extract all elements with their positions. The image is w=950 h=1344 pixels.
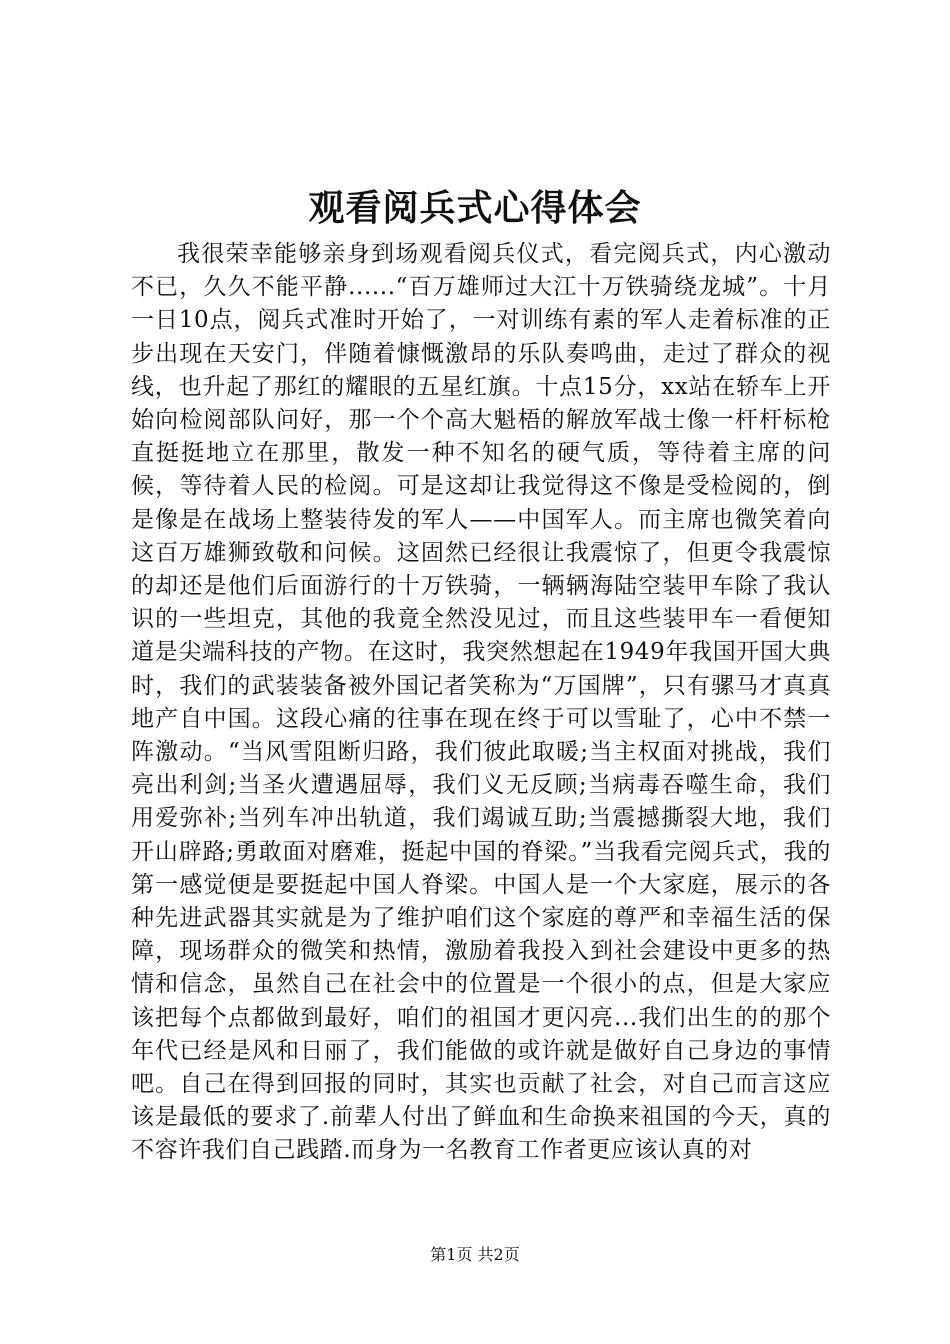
document-title: 观看阅兵式心得体会 [308, 187, 642, 229]
body-paragraph: 我很荣幸能够亲身到场观看阅兵仪式，看完阅兵式，内心激动不已，久久不能平静......“百万雄师过大江十万铁骑绕龙城”。十月一日10点，阅兵式准时开始了，一对训练有素的军人走着标准的正步出现在天安门，伴随着慷慨激昂的乐队奏鸣曲，走过了群众的视线，也升起了那红的耀眼的五星红旗。十点15分，xx站在轿车上开始向检阅部队问好，那一个个高大魁梧的解放军战士像一杆杆标枪直挺挺地立在那里，散发一种不知名的硬气质，等待着主席的问候，等待着人民的检阅。可是这却让我觉得这不像是受检阅的，倒是像是在战场上整装待发的军人——中国军人。而主席也微笑着向这百万雄狮致敬和问候。这固然已经很让我震惊了，但更令我震惊的却还是他们后面游行的十万铁骑，一辆辆海陆空装甲车除了我认识的一些坦克，其他的我竟全然没见过，而且这些装甲车一看便知道是尖端科技的产物。在这时，我突然想起在1949年我国开国大典时，我们的武装装备被外国记者笑称为“万国牌”，只有骡马才真真地产自中国。这段心痛的往事在现在终于可以雪耻了，心中不禁一阵激动。“当风雪阻断归路，我们彼此取暖;当主权面对挑战，我们亮出利剑;当圣火遭遇屈辱，我们义无反顾;当病毒吞噬生命，我们用爱弥补;当列车冲出轨道，我们竭诚互助;当震撼撕裂大地，我们开山辟路;勇敢面对磨难，挺起中国的脊梁。”当我看完阅兵式，我的第一感觉便是要挺起中国人脊梁。中国人是一个大家庭，展示的各种先进武器其实就是为了维护咱们这个家庭的尊严和幸福生活的保障，现场群众的微笑和热情，激励着我投入到社会建设中更多的热情和信念，虽然自己在社会中的位置是一个很小的点，但是大家应该把每个点都做到最好，咱们的祖国才更闪亮...我们出生的的那个年代已经是风和日丽了，我们能做的或许就是做好自己身边的事情吧。自己在得到回报的同时，其实也贡献了社会，对自己而言这应该是最低的要求了.前辈人付出了鲜血和生命换来祖国的今天，真的不容许我们自己践踏.而身为一名教育工作者更应该认真的对 [131, 241, 831, 1164]
page-footer: 第1页 共2页 [430, 1245, 520, 1264]
